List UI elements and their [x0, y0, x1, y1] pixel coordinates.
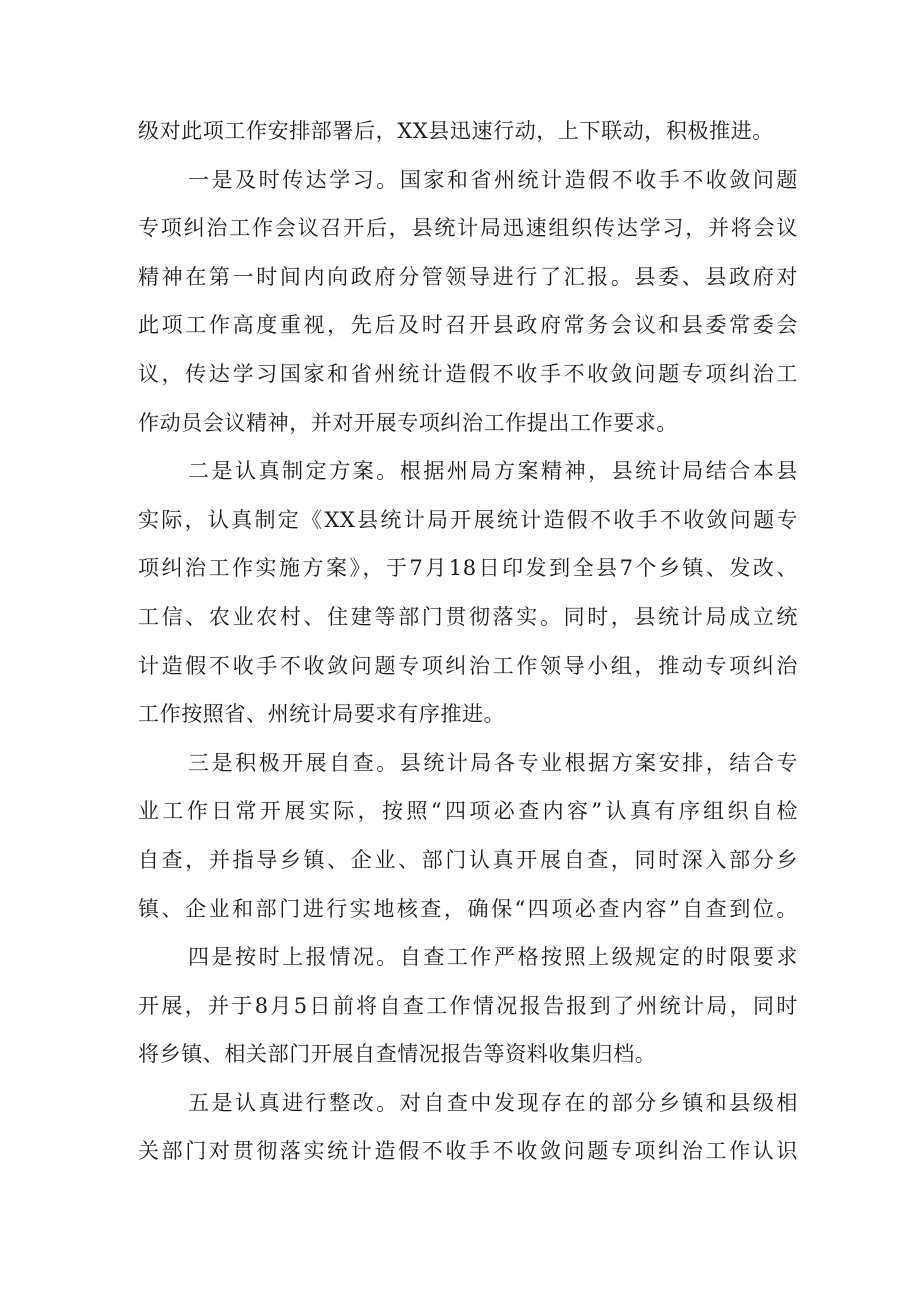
paragraph-line: 精神在第一时间内向政府分管领导进行了汇报。县委、县政府对 — [138, 264, 798, 289]
paragraph-line: 开展，并于8月5日前将自查工作情况报告报到了州统计局，同时 — [138, 993, 798, 1018]
paragraph-line: 实际，认真制定《XX县统计局开展统计造假不收手不收敛问题专 — [138, 507, 798, 532]
paragraph-line: 工作按照省、州统计局要求有序推进。 — [138, 702, 506, 727]
paragraph-line: 项纠治工作实施方案》，于7月18日印发到全县7个乡镇、发改、 — [138, 556, 798, 581]
paragraph-line: 自查，并指导乡镇、企业、部门认真开展自查，同时深入部分乡 — [138, 847, 798, 872]
paragraph-line: 议，传达学习国家和省州统计造假不收手不收敛问题专项纠治工 — [138, 361, 798, 386]
paragraph-first-line: 一是及时传达学习。国家和省州统计造假不收手不收敛问题 — [188, 167, 798, 192]
paragraph-line: 计造假不收手不收敛问题专项纠治工作领导小组，推动专项纠治 — [138, 653, 798, 678]
paragraph-line: 作动员会议精神，并对开展专项纠治工作提出工作要求。 — [138, 410, 678, 435]
paragraph-first-line: 四是按时上报情况。自查工作严格按照上级规定的时限要求 — [188, 945, 798, 970]
paragraph-first-line: 三是积极开展自查。县统计局各专业根据方案安排，结合专 — [188, 750, 798, 775]
paragraph-line: 专项纠治工作会议召开后，县统计局迅速组织传达学习，并将会议 — [138, 216, 798, 241]
paragraph-line: 工信、农业农村、住建等部门贯彻落实。同时，县统计局成立统 — [138, 604, 798, 629]
paragraph-first-line: 二是认真制定方案。根据州局方案精神，县统计局结合本县 — [188, 459, 798, 484]
paragraph-line: 关部门对贯彻落实统计造假不收手不收敛问题专项纠治工作认识 — [138, 1139, 798, 1164]
paragraph-line: 此项工作高度重视，先后及时召开县政府常务会议和县委常委会 — [138, 313, 798, 338]
document-body — [138, 107, 798, 1176]
paragraph-line: 业工作日常开展实际，按照“四项必查内容”认真有序组织自检 — [138, 799, 798, 824]
paragraph-line: 镇、企业和部门进行实地核查，确保“四项必查内容”自查到位。 — [138, 896, 798, 921]
paragraph-line: 将乡镇、相关部门开展自查情况报告等资料收集归档。 — [138, 1042, 657, 1067]
paragraph-line: 级对此项工作安排部署后，XX县迅速行动，上下联动，积极推进。 — [138, 119, 774, 143]
paragraph-first-line: 五是认真进行整改。对自查中发现存在的部分乡镇和县级相 — [188, 1090, 798, 1115]
